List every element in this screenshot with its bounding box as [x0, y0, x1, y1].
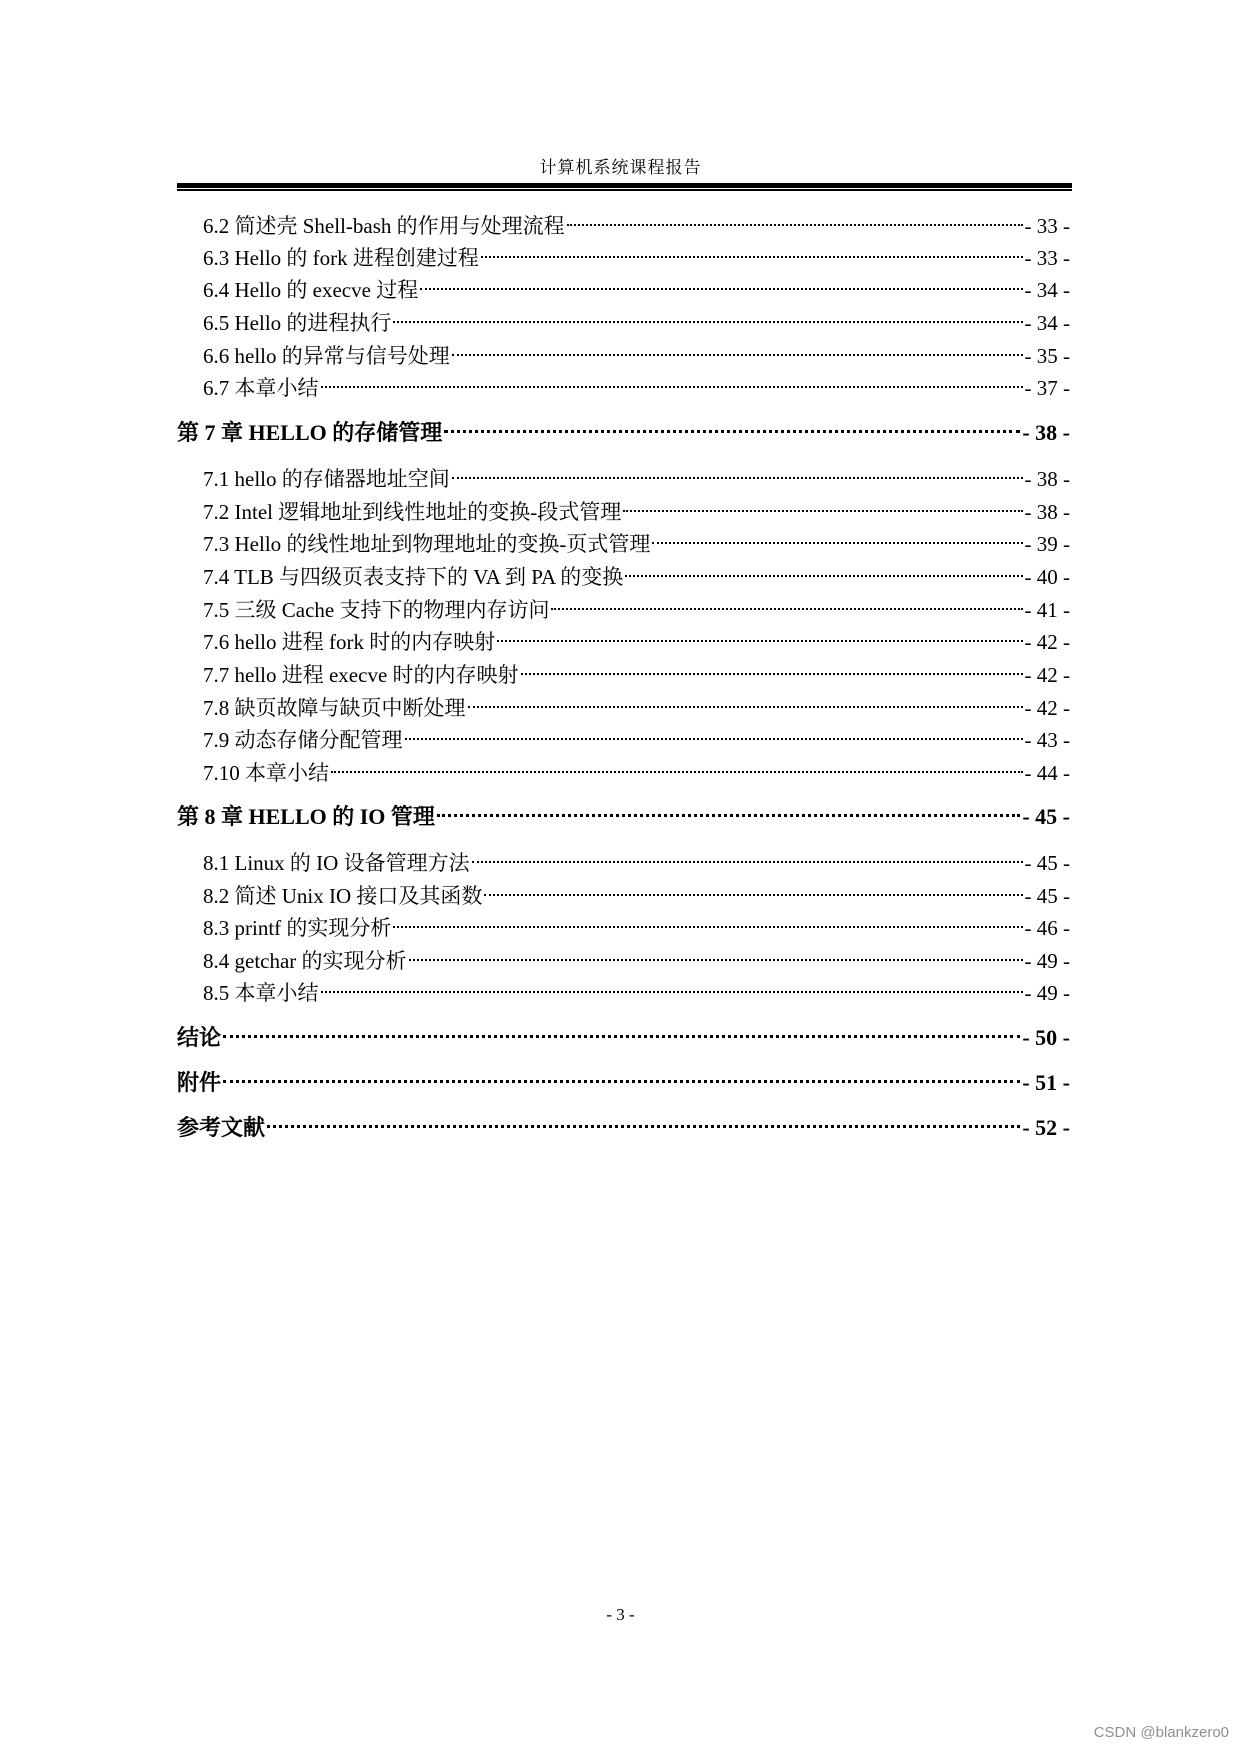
toc-chapter-page: - 51 -	[1022, 1070, 1070, 1095]
toc-entry-label: 6.2 简述壳 Shell-bash 的作用与处理流程	[203, 214, 565, 238]
dot-leader	[405, 717, 1023, 747]
toc-entry-label: 7.6 hello 进程 fork 时的内存映射	[203, 630, 496, 654]
dot-leader	[452, 456, 1023, 486]
toc-entry-7-9[interactable]	[203, 717, 1070, 752]
toc-entry-page: - 33 -	[1024, 214, 1070, 238]
dot-leader	[321, 365, 1023, 395]
dot-leader	[331, 750, 1023, 780]
dot-leader	[551, 587, 1022, 617]
dot-leader	[652, 521, 1022, 551]
dot-leader	[452, 333, 1023, 363]
toc-chapter-7[interactable]	[177, 410, 1070, 445]
toc-chapter-label: 第 7 章 HELLO 的存储管理	[177, 420, 443, 445]
dot-leader	[437, 794, 1020, 824]
toc-entry-8-2[interactable]	[203, 873, 1070, 908]
dot-leader	[420, 267, 1022, 297]
dot-leader	[521, 652, 1023, 682]
toc-entry-label: 6.6 hello 的异常与信号处理	[203, 344, 450, 368]
toc-entry-page: - 37 -	[1024, 376, 1070, 400]
dot-leader	[468, 685, 1023, 715]
toc-entry-label: 8.3 printf 的实现分析	[203, 916, 392, 940]
toc-chapter-label: 参考文献	[177, 1115, 266, 1140]
toc-entry-page: - 39 -	[1024, 532, 1070, 556]
dot-leader	[223, 1015, 1020, 1045]
toc-entry-label: 8.1 Linux 的 IO 设备管理方法	[203, 851, 470, 875]
toc-entry-6-2[interactable]	[203, 203, 1070, 238]
dot-leader	[223, 1060, 1020, 1090]
dot-leader	[472, 840, 1023, 870]
dot-leader	[567, 203, 1023, 233]
dot-leader	[484, 873, 1022, 903]
toc-chapter-label: 结论	[177, 1025, 222, 1050]
toc-entry-6-7[interactable]	[203, 365, 1070, 400]
toc-entry-label: 7.3 Hello 的线性地址到物理地址的变换-页式管理	[203, 532, 651, 556]
toc-entry-page: - 34 -	[1024, 278, 1070, 302]
toc-chapter-page: - 50 -	[1022, 1025, 1070, 1050]
toc-entry-6-6[interactable]	[203, 333, 1070, 368]
toc-chapter-page: - 52 -	[1022, 1115, 1070, 1140]
toc-entry-label: 7.1 hello 的存储器地址空间	[203, 467, 450, 491]
dot-leader	[481, 235, 1023, 265]
toc-entry-6-4[interactable]	[203, 267, 1070, 302]
toc-chapter-label: 第 8 章 HELLO 的 IO 管理	[177, 804, 435, 829]
toc-entry-7-4[interactable]	[203, 554, 1070, 589]
toc-entry-page: - 45 -	[1024, 884, 1070, 908]
toc-entry-6-3[interactable]	[203, 235, 1070, 270]
dot-leader	[623, 489, 1022, 519]
toc-chapter-appendix[interactable]	[177, 1060, 1070, 1095]
toc-entry-page: - 35 -	[1024, 344, 1070, 368]
toc-entry-label: 7.8 缺页故障与缺页中断处理	[203, 696, 466, 720]
toc-entry-label: 7.7 hello 进程 execve 时的内存映射	[203, 663, 519, 687]
dot-leader	[497, 619, 1022, 649]
dot-leader	[393, 300, 1022, 330]
toc-entry-label: 7.4 TLB 与四级页表支持下的 VA 到 PA 的变换	[203, 565, 624, 589]
toc-chapter-conclusion[interactable]	[177, 1015, 1070, 1050]
toc-entry-page: - 38 -	[1024, 467, 1070, 491]
toc-entry-page: - 41 -	[1024, 598, 1070, 622]
toc-entry-7-6[interactable]	[203, 619, 1070, 654]
toc-entry-7-2[interactable]	[203, 489, 1070, 524]
toc-entry-page: - 49 -	[1024, 949, 1070, 973]
toc-entry-label: 8.5 本章小结	[203, 981, 319, 1005]
toc-entry-7-5[interactable]	[203, 587, 1070, 622]
toc-entry-page: - 42 -	[1024, 696, 1070, 720]
toc-entry-label: 8.4 getchar 的实现分析	[203, 949, 407, 973]
toc-entry-page: - 34 -	[1024, 311, 1070, 335]
toc-entry-page: - 40 -	[1024, 565, 1070, 589]
dot-leader	[625, 554, 1022, 584]
toc-entry-label: 6.7 本章小结	[203, 376, 319, 400]
toc-entry-8-1[interactable]	[203, 840, 1070, 875]
toc-entry-6-5[interactable]	[203, 300, 1070, 335]
dot-leader	[267, 1105, 1020, 1135]
toc-entry-8-4[interactable]	[203, 938, 1070, 973]
toc-entry-label: 7.9 动态存储分配管理	[203, 728, 403, 752]
toc-chapter-references[interactable]	[177, 1105, 1070, 1140]
toc-entry-page: - 44 -	[1024, 761, 1070, 785]
toc-entry-page: - 42 -	[1024, 663, 1070, 687]
toc-entry-page: - 38 -	[1024, 500, 1070, 524]
toc-entry-label: 7.5 三级 Cache 支持下的物理内存访问	[203, 598, 550, 622]
toc-entry-label: 7.10 本章小结	[203, 761, 329, 785]
toc-entry-7-1[interactable]	[203, 456, 1070, 491]
dot-leader	[321, 970, 1023, 1000]
toc-entry-page: - 33 -	[1024, 246, 1070, 270]
toc-entry-page: - 43 -	[1024, 728, 1070, 752]
toc-chapter-page: - 45 -	[1022, 804, 1070, 829]
toc-chapter-label: 附件	[177, 1070, 222, 1095]
toc-chapter-8[interactable]	[177, 794, 1070, 829]
toc-entry-label: 6.5 Hello 的进程执行	[203, 311, 392, 335]
toc-entry-7-10[interactable]	[203, 750, 1070, 785]
toc-entry-page: - 49 -	[1024, 981, 1070, 1005]
dot-leader	[444, 410, 1020, 440]
toc-entry-page: - 46 -	[1024, 916, 1070, 940]
toc-entry-page: - 42 -	[1024, 630, 1070, 654]
toc-entry-label: 6.4 Hello 的 execve 过程	[203, 278, 419, 302]
toc-entry-8-3[interactable]	[203, 905, 1070, 940]
page-number: - 3 -	[606, 1605, 635, 1624]
toc-entry-label: 7.2 Intel 逻辑地址到线性地址的变换-段式管理	[203, 500, 622, 524]
csdn-watermark: CSDN @blankzero0	[1093, 1724, 1229, 1741]
toc-entry-7-7[interactable]	[203, 652, 1070, 687]
toc-chapter-page: - 38 -	[1022, 420, 1070, 445]
toc-entry-page: - 45 -	[1024, 851, 1070, 875]
toc-entry-7-3[interactable]	[203, 521, 1070, 556]
toc-entry-8-5[interactable]	[203, 970, 1070, 1005]
toc-entry-7-8[interactable]	[203, 685, 1070, 720]
toc-entry-label: 8.2 简述 Unix IO 接口及其函数	[203, 884, 483, 908]
running-header: 计算机系统课程报告	[539, 158, 702, 177]
dot-leader	[393, 905, 1022, 935]
dot-leader	[409, 938, 1023, 968]
toc-entry-label: 6.3 Hello 的 fork 进程创建过程	[203, 246, 479, 270]
